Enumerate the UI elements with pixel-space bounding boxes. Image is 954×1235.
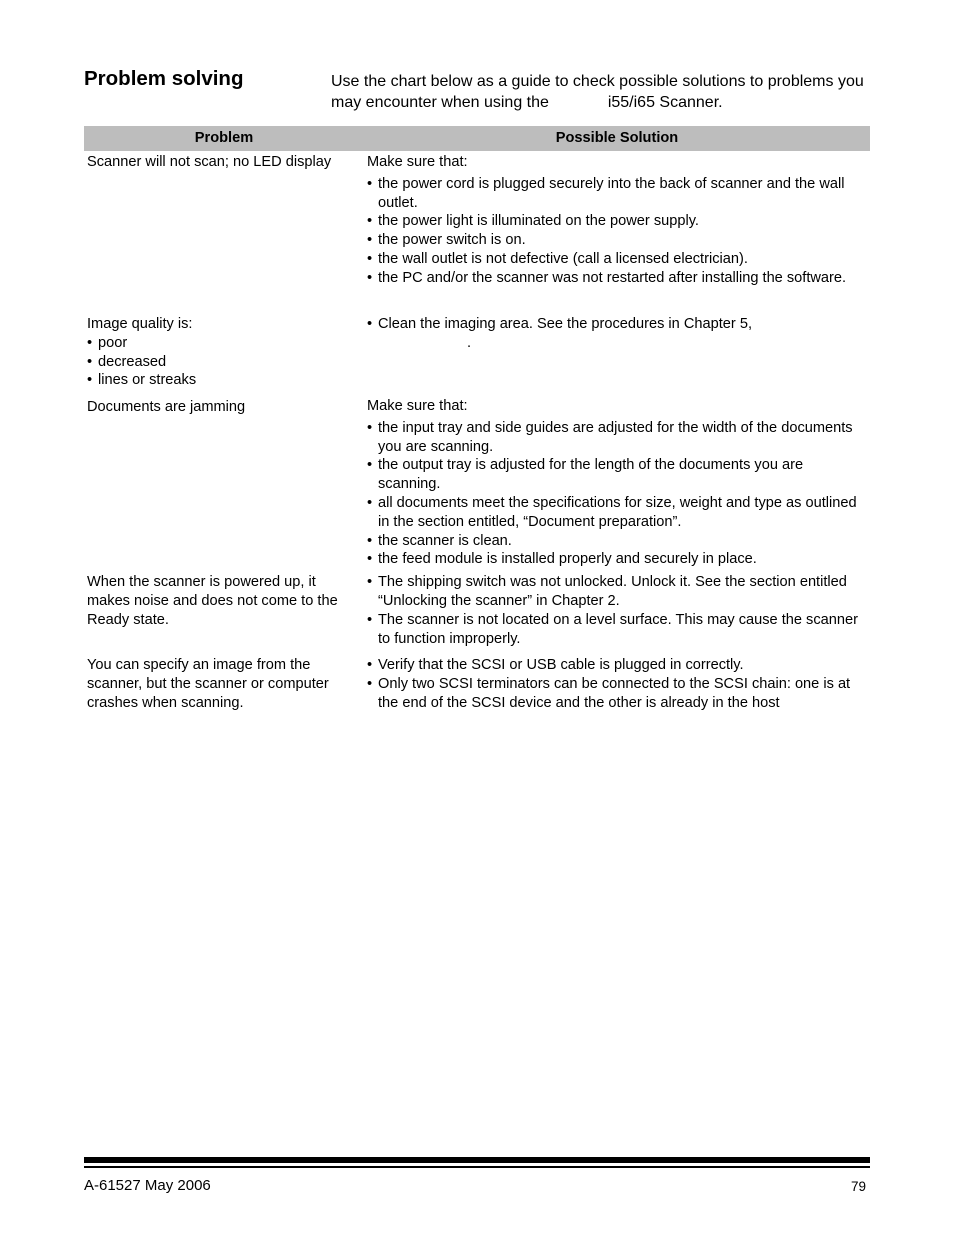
list-item: • Only two SCSI terminators can be connected to the SCSI chain: one is at the end of the SCSI device and the other is already in the host [367, 675, 866, 713]
list-item: • the wall outlet is not defective (call a licensed electrician). [367, 250, 866, 269]
footer-divider-thick [84, 1157, 870, 1163]
solution-cell [364, 653, 870, 712]
table-row [84, 653, 870, 712]
list-item: • The scanner is not located on a level surface. This may cause the scanner to function improperly. [367, 611, 866, 649]
table-row [84, 151, 870, 310]
list-item: • The shipping switch was not unlocked. Unlock it. See the section entitled “Unlocking the scanner” in Chapter 2. [367, 573, 866, 611]
problem-cell [84, 653, 364, 712]
solution-cell [364, 151, 870, 310]
list-item: • the power switch is on. [367, 231, 866, 250]
intro-text-part1: Use the chart below as a guide to check possible solutions to problems you may encounter when using the [331, 73, 864, 111]
list-item: • the scanner is clean. [367, 532, 866, 551]
problem-text: Scanner will not scan; no LED display [87, 154, 332, 170]
solution-list [367, 315, 866, 334]
solution-list [367, 656, 866, 712]
problem-cell [84, 393, 364, 569]
problem-cell [84, 151, 364, 310]
problem-text: Documents are jamming [87, 399, 246, 415]
list-item: • the feed module is installed properly and securely in place. [367, 550, 866, 569]
solution-cell [364, 393, 870, 569]
solution-cell [364, 569, 870, 653]
list-item: • the power light is illuminated on the power supply. [367, 212, 866, 231]
list-item: • the input tray and side guides are adjusted for the width of the documents you are scanning. [367, 419, 866, 457]
intro-paragraph [331, 71, 876, 113]
problem-text: When the scanner is powered up, it makes noise and does not come to the Ready state. [87, 574, 338, 628]
footer-page-number: 79 [850, 1179, 866, 1194]
problem-list [87, 334, 360, 390]
table-row [84, 393, 870, 569]
footer-divider-thin [84, 1166, 870, 1168]
problem-solution-table [84, 126, 870, 713]
section-title: Problem solving [84, 67, 244, 90]
list-item: • the power cord is plugged securely into the back of scanner and the wall outlet. [367, 175, 866, 213]
list-item: • Verify that the SCSI or USB cable is plugged in correctly. [367, 656, 866, 675]
list-item: • all documents meet the specifications for size, weight and type as outlined in the section entitled, “Document preparation”. [367, 494, 866, 532]
problem-text: You can specify an image from the scanner, but the scanner or computer crashes when scanning. [87, 657, 329, 711]
problem-cell [84, 310, 364, 393]
list-item: • decreased [87, 353, 360, 372]
list-item: • poor [87, 334, 360, 353]
problem-cell [84, 569, 364, 653]
solution-list [367, 175, 866, 288]
list-item: • Clean the imaging area. See the procedures in Chapter 5, [367, 315, 866, 334]
problem-text: Image quality is: [87, 316, 193, 332]
solution-list [367, 419, 866, 569]
column-header-solution: Possible Solution [364, 126, 870, 151]
list-item: • the output tray is adjusted for the length of the documents you are scanning. [367, 456, 866, 494]
list-item: • the PC and/or the scanner was not restarted after installing the software. [367, 269, 866, 288]
table-header-row [84, 126, 870, 151]
table-row [84, 310, 870, 393]
column-header-problem: Problem [84, 126, 364, 151]
solution-lead: Make sure that: [367, 398, 468, 414]
list-item: • lines or streaks [87, 371, 360, 390]
solution-cell [364, 310, 870, 393]
intro-text-part2: i55/i65 Scanner. [607, 94, 723, 111]
solution-lead: Make sure that: [367, 154, 468, 170]
solution-tail: . [467, 334, 472, 351]
table-row [84, 569, 870, 653]
solution-list [367, 573, 866, 648]
footer-doc-id: A-61527 May 2006 [84, 1177, 211, 1194]
